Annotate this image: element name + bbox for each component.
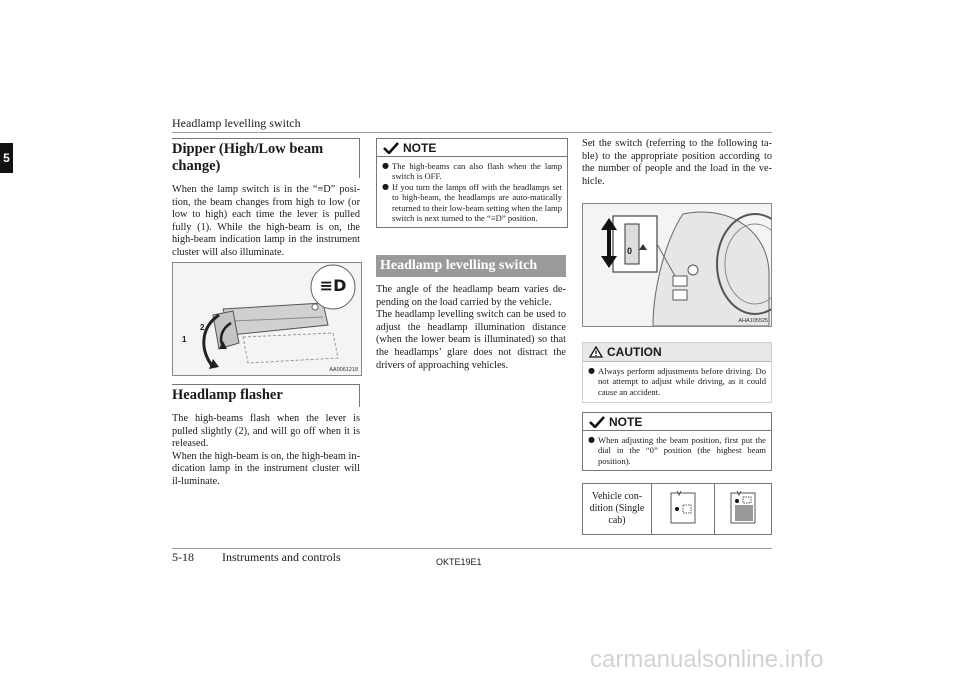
- middle-text: [376, 284, 566, 372]
- footer-rule: [172, 548, 772, 549]
- figure-code: AHA105525: [738, 318, 768, 324]
- section-banner: Headlamp levelling switch: [376, 255, 566, 277]
- watermark: carmanualsonline.info: [590, 646, 824, 673]
- running-header: Headlamp levelling switch: [172, 116, 301, 130]
- table-cell-load-empty: [652, 484, 715, 535]
- caution-header: [583, 343, 771, 362]
- note-box-right: [582, 412, 772, 471]
- bullet-icon: ●: [382, 161, 389, 170]
- note-box-middle: [376, 138, 568, 228]
- figure-dipper-lever: [172, 262, 362, 376]
- dipper-heading-box: [172, 138, 360, 178]
- note-item: ● When adjusting the beam position, first put the dial in the “0” position (the highest beam position).: [588, 435, 766, 466]
- flasher-text-2: When the high-beam is on, the high-beam in-dication lamp in the instrument cluster will il-luminate.: [172, 450, 360, 487]
- set-switch-text: Set the switch (referring to the following ta-ble) to the appropriate position according to the number of people and the load in the ve-hicle.: [582, 138, 772, 187]
- bullet-icon: ●: [588, 366, 595, 375]
- dashboard-illustration: [583, 204, 771, 326]
- note-label: NOTE: [609, 414, 643, 429]
- label-1: 1: [182, 335, 187, 344]
- dial-value: 0: [627, 246, 633, 256]
- dipper-heading: Dipper (High/Low beam change): [172, 141, 324, 174]
- note-label: NOTE: [403, 140, 437, 155]
- label-2: 2: [200, 323, 205, 332]
- truck-bed-icon: [663, 487, 703, 527]
- note-header: [377, 139, 567, 157]
- flasher-text-1: The high-beams flash when the lever is pulled slightly (2), and will go off when it is released.: [172, 413, 360, 450]
- bullet-icon: ●: [382, 181, 389, 191]
- page-number: 5-18: [172, 550, 194, 564]
- footer-section: Instruments and controls: [222, 550, 341, 564]
- footer-code: OKTE19E1: [436, 557, 482, 567]
- note-header: [583, 413, 771, 431]
- note-item: ● The high-beams can also flash when the lamp switch is OFF.: [382, 161, 562, 182]
- levelling-text-2: The headlamp levelling switch can be used to adjust the headlamp illumination distance (when the lower beam is illuminated) so that the headlamps’ glare does not distract the drivers of approaching vehicles.: [376, 309, 566, 371]
- table-cell-load-full: [715, 484, 772, 535]
- left-column: [172, 138, 360, 260]
- levelling-text-1: The angle of the headlamp beam varies de-pending on the load carried by the vehicle.: [376, 284, 566, 308]
- caution-box: [582, 342, 772, 403]
- table-row-label: Vehicle con-dition (Single cab): [583, 484, 652, 535]
- figure-levelling-switch: [582, 203, 772, 327]
- caution-item: ● Always perform adjustments before driving. Do not attempt to adjust while driving, as it could cause an accident.: [588, 366, 766, 397]
- note-item: ● If you turn the lamps off with the headlamps set to high-beam, the headlamps are auto-matically returned to their low-beam setting when the lamp switch is next turned to the “≡D” position.: [382, 181, 562, 224]
- check-icon: [589, 416, 605, 428]
- loaded-truck-bed-icon: [723, 487, 763, 527]
- header-rule: [172, 132, 772, 133]
- vehicle-condition-table: [582, 483, 772, 535]
- warning-triangle-icon: [589, 346, 603, 358]
- flasher-heading-box: [172, 384, 360, 407]
- chapter-tab: 5: [0, 143, 13, 173]
- flasher-heading: Headlamp flasher: [172, 387, 283, 403]
- headlamp-high-beam-icon: ≡D: [319, 276, 347, 295]
- caution-label: CAUTION: [607, 345, 662, 359]
- right-text: [582, 138, 772, 188]
- figure-code: AA0061218: [329, 367, 358, 373]
- dipper-text: When the lamp switch is in the “≡D” posi-tion, the beam changes from high to low (or low to high) each time the lever is pulled fully (1). While the high-beam is on, the high-beam indication lamp in the instrument cluster will also illuminate.: [172, 184, 360, 258]
- flasher-section: [172, 384, 360, 489]
- check-icon: [383, 142, 399, 154]
- bullet-icon: ●: [588, 435, 595, 444]
